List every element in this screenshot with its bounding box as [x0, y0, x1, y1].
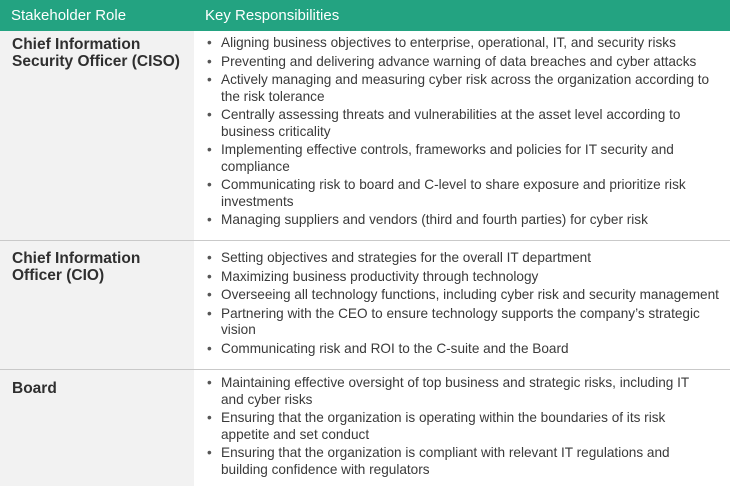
responsibility-line: • Implementing effective controls, frameworks and policies for IT security and: [221, 142, 674, 157]
responsibility-line: • Aligning business objectives to enterprise, operational, IT, and security risks: [221, 35, 676, 50]
responsibility-line: • Ensuring that the organization is operating within the boundaries of its risk: [221, 410, 666, 425]
responsibility-line: • Partnering with the CEO to ensure technology supports the company’s strategic: [221, 305, 700, 321]
role-name-line: Chief Information: [12, 250, 141, 267]
responsibilities-list: [206, 250, 730, 359]
responsibility-item: [206, 287, 730, 304]
stakeholder-role-name: [12, 380, 192, 397]
responsibility-item: [206, 306, 730, 339]
responsibility-line: • Centrally assessing threats and vulnerabilities at the asset level according to: [221, 107, 681, 122]
responsibility-item: [206, 445, 730, 478]
row-divider: [0, 240, 730, 241]
header-stakeholder-role: Stakeholder Role: [11, 7, 127, 24]
responsibility-item: [206, 212, 730, 229]
responsibility-line: • Preventing and delivering advance warning of data breaches and cyber attacks: [221, 53, 697, 69]
responsibility-line: investments: [221, 193, 294, 209]
responsibility-line: compliance: [221, 158, 290, 174]
role-name-line: Officer (CIO): [12, 267, 105, 284]
responsibility-line: • Maximizing business productivity through technology: [221, 268, 539, 284]
responsibility-line: appetite and set conduct: [221, 426, 370, 442]
responsibility-line: • Communicating risk to board and C-level to share exposure and prioritize risk: [221, 177, 686, 192]
responsibility-line: vision: [221, 322, 256, 337]
responsibility-item: [206, 269, 730, 286]
responsibility-line: building confidence with regulators: [221, 461, 430, 477]
responsibility-item: [206, 341, 730, 358]
responsibility-line: • Communicating risk and ROI to the C-suite and the Board: [221, 340, 569, 356]
responsibility-item: [206, 250, 730, 267]
responsibility-item: [206, 142, 730, 175]
responsibility-item: [206, 35, 730, 52]
role-name-line: Board: [12, 380, 57, 397]
responsibility-item: [206, 107, 730, 140]
responsibility-line: • Overseeing all technology functions, including cyber risk and security management: [221, 287, 719, 302]
row-divider: [0, 369, 730, 370]
responsibility-line: the risk tolerance: [221, 88, 325, 104]
responsibility-item: [206, 410, 730, 443]
header-key-responsibilities: Key Responsibilities: [205, 7, 340, 24]
responsibility-line: • Maintaining effective oversight of top business and strategic risks, including IT: [221, 375, 690, 390]
stakeholder-role-name: [12, 250, 192, 284]
stakeholder-role-name: [12, 36, 192, 70]
table-header: [0, 0, 730, 31]
responsibilities-list: [206, 375, 730, 480]
responsibilities-list: [206, 35, 730, 231]
responsibility-line: • Ensuring that the organization is compliant with relevant IT regulations and: [221, 445, 670, 460]
responsibility-line: and cyber risks: [221, 391, 313, 407]
role-name-line: Chief Information: [12, 36, 141, 53]
responsibility-line: • Setting objectives and strategies for the overall IT department: [221, 250, 592, 265]
responsibility-item: [206, 54, 730, 71]
responsibility-item: [206, 177, 730, 210]
responsibility-line: • Managing suppliers and vendors (third and fourth parties) for cyber risk: [221, 212, 648, 227]
responsibility-item: [206, 72, 730, 105]
responsibility-item: [206, 375, 730, 408]
responsibility-line: • Actively managing and measuring cyber risk across the organization according to: [221, 72, 710, 87]
responsibility-line: business criticality: [221, 123, 331, 139]
role-name-line: Security Officer (CISO): [12, 53, 180, 70]
